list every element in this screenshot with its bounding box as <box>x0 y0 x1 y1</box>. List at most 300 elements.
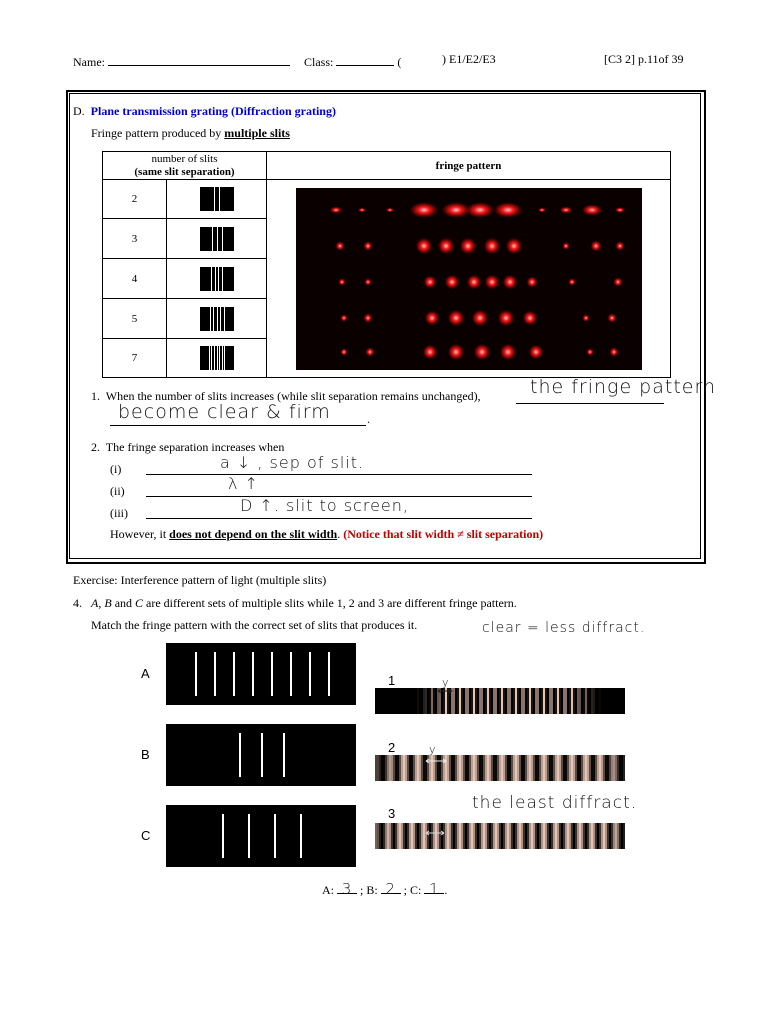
fringe-pattern-1 <box>375 688 625 714</box>
fringe-band <box>527 688 529 714</box>
fringe-band <box>415 823 417 849</box>
fringe-band <box>623 823 625 849</box>
fringe-spot <box>494 202 522 217</box>
fringe-band <box>569 823 571 849</box>
fringe-band <box>607 688 609 714</box>
fringe-spot <box>615 207 625 213</box>
fringe-spot <box>615 241 624 250</box>
fringe-band <box>483 823 485 849</box>
row-count-2: 2 <box>103 180 167 219</box>
slit-line <box>213 307 214 331</box>
fringe-band <box>523 755 525 781</box>
header-class: Class: ( <box>304 52 401 70</box>
slit-image-4 <box>200 267 234 291</box>
header-groups: ) E1/E2/E3 <box>442 52 496 66</box>
q2: 2. The fringe separation increases when <box>91 440 285 454</box>
fringe-pattern-2 <box>375 755 625 781</box>
fringe-band <box>521 823 523 849</box>
fringe-band <box>407 755 409 781</box>
fringe-band <box>605 823 607 849</box>
fringe-spot <box>386 207 394 211</box>
fringe-band <box>501 688 503 714</box>
fringe-band <box>543 823 545 849</box>
fringe-band <box>595 755 597 781</box>
fringe-band <box>601 755 603 781</box>
fringe-band <box>517 755 519 781</box>
q1-handwriting-a: the fringe pattern <box>530 376 716 398</box>
fringe-band <box>571 823 573 849</box>
fringe-band <box>591 755 593 781</box>
fringe-band <box>551 823 553 849</box>
fringe-band <box>603 688 605 714</box>
fringe-band <box>539 755 541 781</box>
slit-line <box>218 267 219 291</box>
fringe-band <box>375 688 377 714</box>
fringe-band <box>517 688 519 714</box>
slit-image-5 <box>200 307 234 331</box>
slit-panel-c <box>166 805 356 867</box>
fringe-band <box>481 823 483 849</box>
fringe-band <box>385 823 387 849</box>
pattern-label-1: 1 <box>388 673 396 688</box>
fringe-band <box>583 823 585 849</box>
handwritten-y-1: y <box>442 676 450 689</box>
fringe-band <box>387 755 389 781</box>
fringe-band <box>503 755 505 781</box>
fringe-band <box>609 755 611 781</box>
fringe-band <box>407 688 409 714</box>
fringe-band <box>505 688 507 714</box>
fringe-band <box>405 688 407 714</box>
fringe-band <box>381 755 383 781</box>
fringe-band <box>573 755 575 781</box>
handwritten-note-clear: clear = less diffract. <box>482 620 646 636</box>
fringe-spot <box>526 276 537 287</box>
fringe-pattern-3 <box>375 823 625 849</box>
fringe-band <box>497 755 499 781</box>
fringe-band <box>523 688 525 714</box>
fringe-band <box>485 688 487 714</box>
exercise-title: Exercise: Interference pattern of light (multiple slits) <box>73 573 327 587</box>
fringe-band <box>561 823 563 849</box>
pattern-label-3: 3 <box>388 806 396 821</box>
fringe-band <box>581 755 583 781</box>
slit-image-3 <box>200 227 234 251</box>
fringe-band <box>503 688 505 714</box>
fringe-band <box>397 688 399 714</box>
slit-line <box>209 346 210 370</box>
fringe-band <box>403 823 405 849</box>
slit-line <box>215 267 216 291</box>
fringe-band <box>511 688 513 714</box>
col-header-fringe: fringe pattern <box>267 152 671 180</box>
fringe-band <box>537 688 539 714</box>
fringe-band <box>413 755 415 781</box>
fringe-band <box>513 688 515 714</box>
fringe-band <box>583 688 585 714</box>
fringe-band <box>513 755 515 781</box>
fringe-band <box>507 688 509 714</box>
fringe-band <box>541 688 543 714</box>
fringe-band <box>615 755 617 781</box>
fringe-band <box>391 688 393 714</box>
fringe-band <box>619 823 621 849</box>
fringe-spot <box>560 206 572 213</box>
fringe-band <box>393 755 395 781</box>
fringe-band <box>537 755 539 781</box>
fringe-band <box>383 823 385 849</box>
slit-line <box>222 346 223 370</box>
fringe-spot <box>363 241 372 250</box>
fringe-band <box>495 755 497 781</box>
q2-item-iii: (iii) <box>110 506 128 520</box>
fringe-band <box>499 823 501 849</box>
fringe-band <box>553 755 555 781</box>
fringe-band <box>519 823 521 849</box>
fringe-band <box>587 823 589 849</box>
fringe-band <box>607 755 609 781</box>
fringe-band <box>411 755 413 781</box>
fringe-band <box>493 688 495 714</box>
fringe-spot <box>582 204 602 215</box>
fringe-band <box>613 823 615 849</box>
fringe-band <box>393 823 395 849</box>
header-page-ref: [C3 2] p.11of 39 <box>604 52 684 66</box>
fringe-band <box>493 823 495 849</box>
fringe-band <box>523 823 525 849</box>
pattern-label-2: 2 <box>388 740 396 755</box>
fringe-band <box>563 688 565 714</box>
fringe-band <box>619 688 621 714</box>
fringe-band <box>529 823 531 849</box>
answer-c[interactable]: 1 <box>424 880 444 894</box>
slit-line <box>220 307 221 331</box>
fringe-band <box>613 688 615 714</box>
fringe-band <box>617 823 619 849</box>
slit-bar <box>274 814 276 858</box>
fringe-band <box>527 755 529 781</box>
fringe-band <box>483 755 485 781</box>
fringe-band <box>601 688 603 714</box>
fringe-band <box>501 823 503 849</box>
class-blank[interactable] <box>336 52 394 66</box>
fringe-band <box>559 755 561 781</box>
fringe-band <box>595 823 597 849</box>
fringe-spot <box>502 274 516 288</box>
fringe-spot <box>364 278 371 285</box>
q2-blank-ii[interactable] <box>146 483 532 497</box>
fringe-band <box>495 688 497 714</box>
fringe-band <box>401 688 403 714</box>
fringe-band <box>531 755 533 781</box>
fringe-band <box>599 755 601 781</box>
fringe-band <box>543 755 545 781</box>
fringe-band <box>483 688 485 714</box>
fringe-band <box>487 755 489 781</box>
fringe-band <box>381 688 383 714</box>
fringe-band <box>579 823 581 849</box>
fringe-band <box>489 823 491 849</box>
slit-bar <box>261 733 263 777</box>
fringe-band <box>481 755 483 781</box>
fringe-band <box>411 688 413 714</box>
fringe-band <box>547 688 549 714</box>
fringe-band <box>531 823 533 849</box>
fringe-band <box>565 755 567 781</box>
fringe-band <box>377 688 379 714</box>
fringe-band <box>481 688 483 714</box>
fringe-band <box>491 755 493 781</box>
fringe-band <box>495 823 497 849</box>
fringe-band <box>491 823 493 849</box>
fringe-spot <box>444 274 458 288</box>
fringe-band <box>509 688 511 714</box>
fringe-band <box>511 755 513 781</box>
fringe-band <box>529 755 531 781</box>
slit-bar <box>271 652 273 696</box>
fringe-band <box>571 688 573 714</box>
slit-line <box>222 267 223 291</box>
fringe-spot <box>590 240 601 251</box>
answer-a[interactable]: 3 <box>337 880 357 894</box>
fringe-band <box>395 688 397 714</box>
fringe-spot <box>340 314 347 321</box>
fringe-band <box>565 823 567 849</box>
fringe-spot <box>338 278 345 285</box>
answer-b[interactable]: 2 <box>381 880 401 894</box>
fringe-band <box>397 823 399 849</box>
fringe-band <box>569 755 571 781</box>
fringe-spot <box>609 347 618 356</box>
fringe-band <box>533 823 535 849</box>
fringe-band <box>501 755 503 781</box>
fringe-band <box>551 688 553 714</box>
fringe-band <box>555 688 557 714</box>
row-count-4: 4 <box>103 259 167 299</box>
q2-item-ii: (ii) <box>110 484 125 498</box>
fringe-band <box>539 688 541 714</box>
row-count-3: 3 <box>103 219 167 259</box>
fringe-band <box>399 688 401 714</box>
slit-line <box>214 346 215 370</box>
fringe-spot <box>365 347 374 356</box>
fringe-band <box>563 755 565 781</box>
fringe-band <box>583 755 585 781</box>
fringe-band <box>399 755 401 781</box>
fringe-spot <box>538 207 546 211</box>
fringe-band <box>499 755 501 781</box>
fringe-band <box>565 688 567 714</box>
fringe-band <box>405 755 407 781</box>
fringe-band <box>581 823 583 849</box>
fringe-band <box>603 755 605 781</box>
fringe-band <box>389 688 391 714</box>
fringe-spot <box>447 343 463 359</box>
fringe-spot <box>424 310 438 324</box>
fringe-band <box>623 755 625 781</box>
fringe-band <box>485 823 487 849</box>
fringe-band <box>491 688 493 714</box>
fringe-band <box>375 755 377 781</box>
fringe-band <box>387 688 389 714</box>
fringe-band <box>591 823 593 849</box>
fringe-band <box>621 688 623 714</box>
fringe-band <box>515 755 517 781</box>
fringe-band <box>567 755 569 781</box>
fringe-band <box>585 755 587 781</box>
fringe-band <box>383 688 385 714</box>
slit-line <box>214 187 215 211</box>
fringe-spot <box>335 241 344 250</box>
fringe-band <box>579 688 581 714</box>
fringe-band <box>547 755 549 781</box>
fringe-band <box>489 688 491 714</box>
fringe-band <box>555 755 557 781</box>
slit-line <box>217 307 218 331</box>
fringe-spot <box>522 310 536 324</box>
fringe-band <box>597 823 599 849</box>
fringe-spot <box>483 237 499 253</box>
fringe-band <box>519 755 521 781</box>
row-count-7: 7 <box>103 339 167 378</box>
fringe-band <box>529 688 531 714</box>
q2-handwriting-iii: D ↑. slit to screen, <box>240 496 409 515</box>
slit-bar <box>252 652 254 696</box>
fringe-band <box>557 823 559 849</box>
fringe-band <box>575 688 577 714</box>
fringe-band <box>551 755 553 781</box>
fringe-spot <box>471 309 487 325</box>
fringe-band <box>567 823 569 849</box>
q4: 4. A, B and C are different sets of multiple slits while 1, 2 and 3 are different fringe pattern. <box>73 596 517 610</box>
fringe-band <box>603 823 605 849</box>
fringe-band <box>417 823 419 849</box>
fringe-band <box>611 688 613 714</box>
fringe-band <box>393 688 395 714</box>
slit-image-7 <box>200 346 234 370</box>
fringe-spot <box>568 278 575 285</box>
slit-bar <box>328 652 330 696</box>
slit-panel-a <box>166 643 356 705</box>
fringe-spot <box>528 344 542 358</box>
fringe-band <box>391 755 393 781</box>
name-blank[interactable] <box>108 52 290 66</box>
fringe-band <box>571 755 573 781</box>
fringe-band <box>507 755 509 781</box>
fringe-band <box>561 688 563 714</box>
slit-bar <box>300 814 302 858</box>
fringe-band <box>535 688 537 714</box>
header-name: Name: <box>73 52 290 70</box>
fringe-band <box>413 688 415 714</box>
slit-label-c: C <box>141 828 151 843</box>
fringe-band <box>403 755 405 781</box>
fringe-band <box>549 755 551 781</box>
slit-bar <box>248 814 250 858</box>
fringe-band <box>505 755 507 781</box>
fringe-band <box>623 688 625 714</box>
fringe-band <box>589 823 591 849</box>
fringe-band <box>593 688 595 714</box>
fringe-spot <box>505 237 521 253</box>
fringe-band <box>589 755 591 781</box>
fringe-band <box>521 755 523 781</box>
fringe-band <box>399 823 401 849</box>
fringe-band <box>591 688 593 714</box>
fringe-band <box>605 755 607 781</box>
fringe-band <box>507 823 509 849</box>
fringe-band <box>557 688 559 714</box>
fringe-band <box>511 823 513 849</box>
fringe-band <box>405 823 407 849</box>
fringe-spot <box>484 274 498 288</box>
fringe-band <box>543 688 545 714</box>
slit-image-2 <box>200 187 234 211</box>
fringe-band <box>379 688 381 714</box>
fringe-band <box>391 823 393 849</box>
fringe-band <box>411 823 413 849</box>
fringe-band <box>415 688 417 714</box>
slit-line <box>219 187 220 211</box>
fringe-band <box>563 823 565 849</box>
fringe-band <box>535 823 537 849</box>
fringe-band <box>573 823 575 849</box>
fringe-band <box>417 755 419 781</box>
fringe-band <box>557 755 559 781</box>
fringe-band <box>489 755 491 781</box>
fringe-band <box>593 823 595 849</box>
fringe-band <box>569 688 571 714</box>
fringe-spot <box>447 309 463 325</box>
fringe-band <box>549 823 551 849</box>
fringe-band <box>553 688 555 714</box>
fringe-band <box>597 755 599 781</box>
fringe-band <box>385 688 387 714</box>
slit-line <box>219 346 220 370</box>
fringe-band <box>601 823 603 849</box>
q4-instruction: Match the fringe pattern with the correct set of slits that produces it. <box>91 618 418 632</box>
fringe-band <box>533 755 535 781</box>
slit-line <box>217 227 218 251</box>
slit-bar <box>195 652 197 696</box>
fringe-band <box>587 688 589 714</box>
fringe-band <box>515 688 517 714</box>
fringe-band <box>609 823 611 849</box>
fringe-band <box>401 823 403 849</box>
fringe-spot <box>473 343 489 359</box>
fringe-band <box>531 688 533 714</box>
q2-handwriting-i: a ↓ , sep of slit. <box>220 453 365 472</box>
section-d-intro: Fringe pattern produced by multiple slits <box>91 126 290 140</box>
fringe-band <box>577 688 579 714</box>
fringe-spot <box>415 237 431 253</box>
fringe-band <box>503 823 505 849</box>
handwritten-y-2: y <box>429 743 437 756</box>
fringe-band <box>575 823 577 849</box>
q2-handwriting-ii: λ ↑ <box>228 474 259 493</box>
fringe-band <box>585 688 587 714</box>
fringe-band <box>485 755 487 781</box>
fringe-band <box>597 688 599 714</box>
fringe-band <box>589 688 591 714</box>
fringe-band <box>539 823 541 849</box>
q1-handwriting-b: become clear & firm <box>118 401 331 423</box>
notice-text: (Notice that slit width ≠ slit separation) <box>343 527 544 541</box>
fringe-band <box>545 688 547 714</box>
fringe-band <box>617 755 619 781</box>
fringe-spot <box>497 309 513 325</box>
answer-line: A: 3 ; B: 2 ; C: 1 . <box>322 880 448 898</box>
